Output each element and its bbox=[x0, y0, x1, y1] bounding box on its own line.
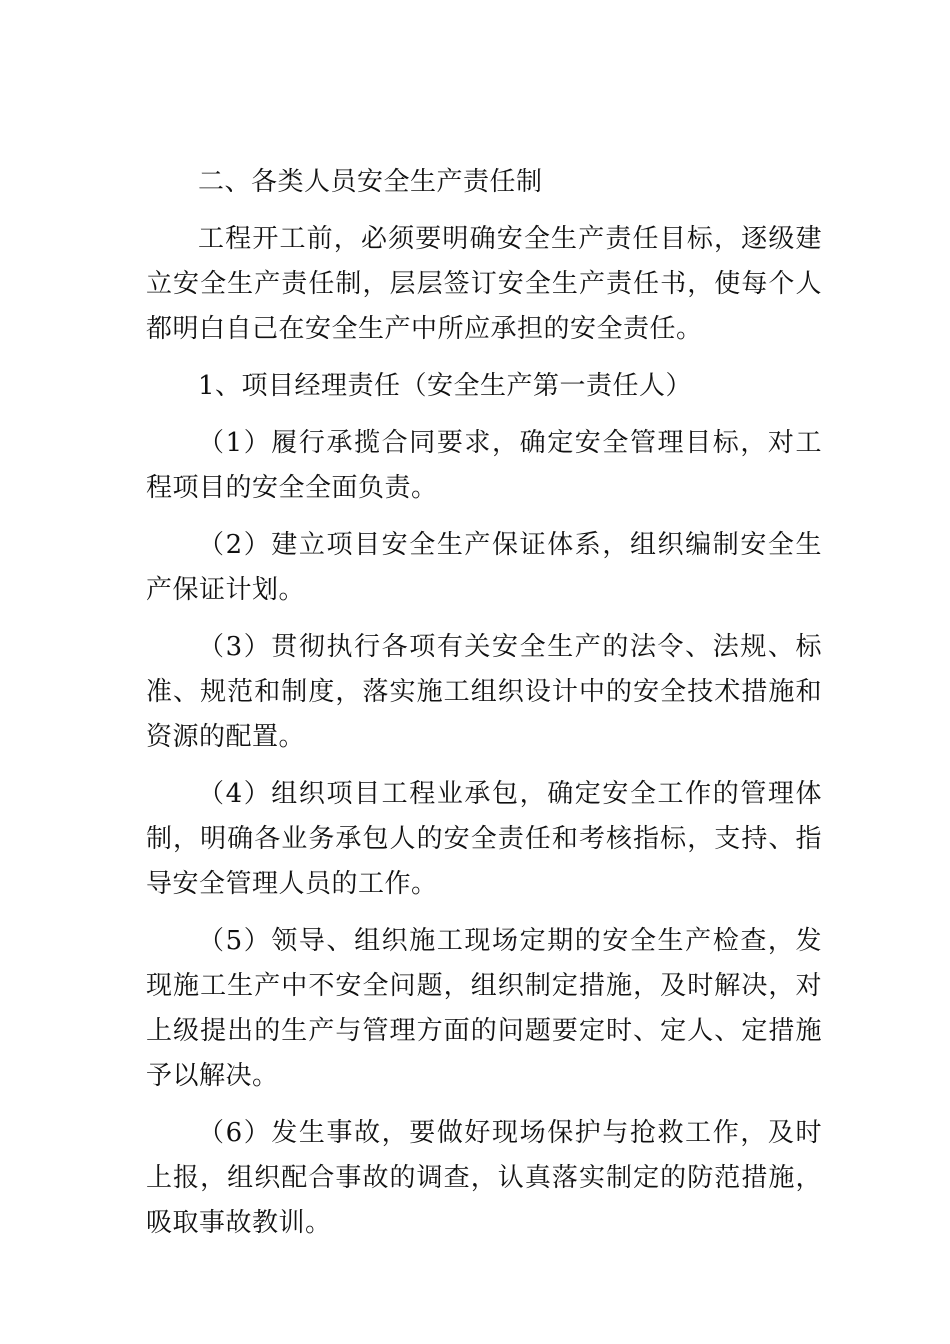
section-title: 二、各类人员安全生产责任制 bbox=[198, 167, 543, 197]
item-paragraph-1: （1）履行承揽合同要求，确定安全管理目标，对工程项目的安全全面负责。 bbox=[146, 428, 822, 503]
document-body bbox=[146, 160, 822, 1258]
subsection-title: 1、项目经理责任（安全生产第一责任人） bbox=[198, 371, 693, 401]
item-paragraph-2: （2）建立项目安全生产保证体系，组织编制安全生产保证计划。 bbox=[146, 530, 822, 605]
intro-paragraph: 工程开工前，必须要明确安全生产责任目标，逐级建立安全生产责任制，层层签订安全生产责任书，使每个人都明白自己在安全生产中所应承担的安全责任。 bbox=[146, 224, 822, 344]
item-paragraph-4: （4）组织项目工程业承包，确定安全工作的管理体制，明确各业务承包人的安全责任和考核指标，支持、指导安全管理人员的工作。 bbox=[146, 779, 822, 899]
item-paragraph-6: （6）发生事故，要做好现场保护与抢救工作，及时上报，组织配合事故的调查，认真落实制定的防范措施，吸取事故教训。 bbox=[146, 1118, 822, 1238]
item-paragraph-3: （3）贯彻执行各项有关安全生产的法令、法规、标准、规范和制度，落实施工组织设计中的安全技术措施和资源的配置。 bbox=[146, 632, 822, 752]
item-paragraph-5: （5）领导、组织施工现场定期的安全生产检查，发现施工生产中不安全问题，组织制定措施，及时解决，对上级提出的生产与管理方面的问题要定时、定人、定措施予以解决。 bbox=[146, 926, 822, 1091]
